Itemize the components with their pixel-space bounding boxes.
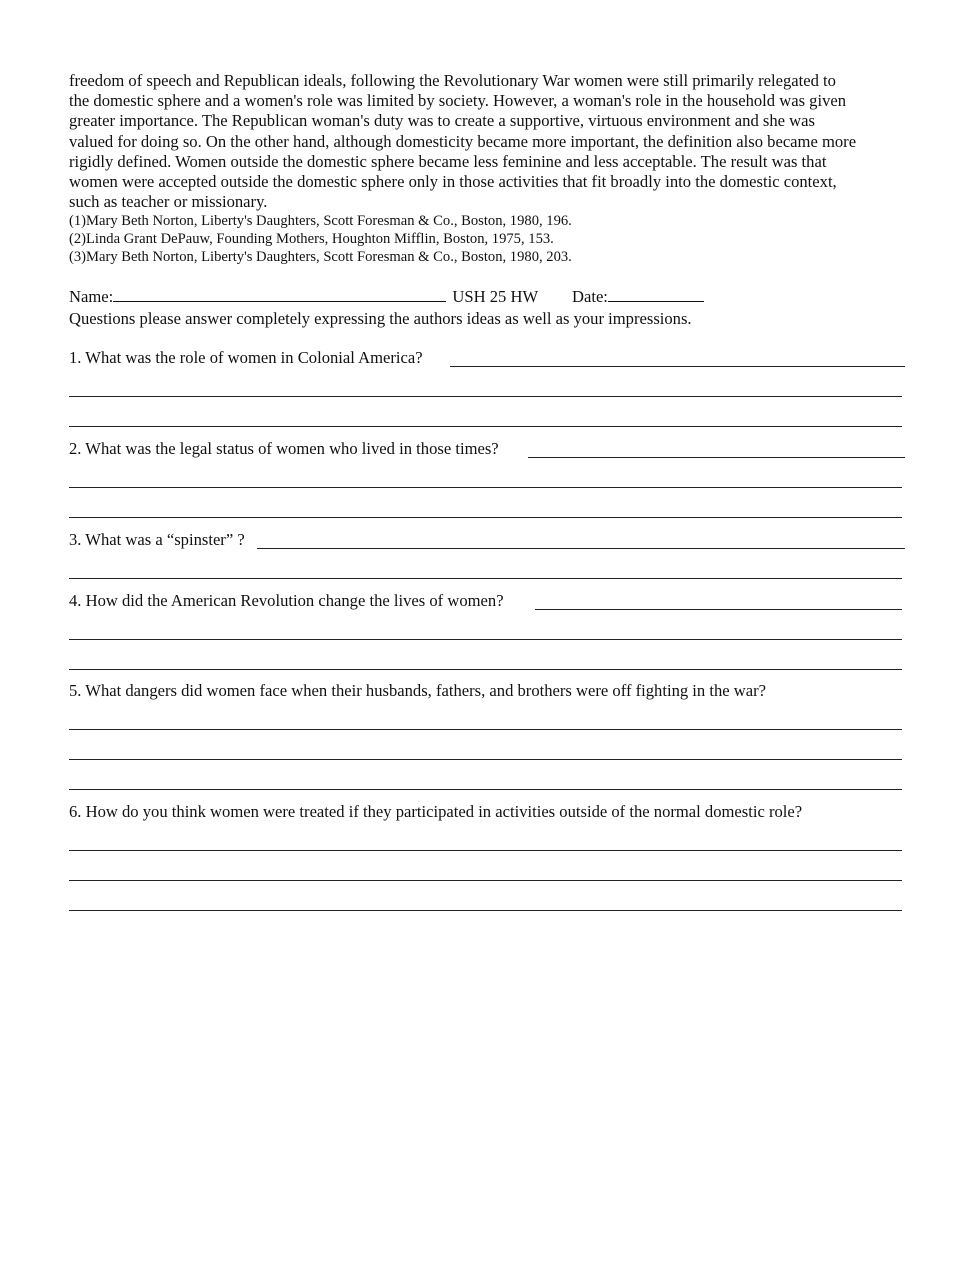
footnote: (2)Linda Grant DePauw, Founding Mothers, Houghton Mifflin, Boston, 1975, 153. xyxy=(69,231,554,247)
answer-line[interactable] xyxy=(69,487,902,488)
answer-line[interactable] xyxy=(69,729,902,730)
paragraph-line: such as teacher or missionary. xyxy=(69,192,268,212)
paragraph-line: rigidly defined. Women outside the domestic sphere became less feminine and less acceptable. The result was that xyxy=(69,151,827,171)
answer-line[interactable] xyxy=(69,669,902,670)
answer-line[interactable] xyxy=(535,609,902,610)
name-label: Name: xyxy=(69,287,114,306)
question-4: 4. How did the American Revolution change the lives of women? xyxy=(69,591,504,610)
paragraph-line: the domestic sphere and a women's role was limited by society. However, a woman's role in the household was given xyxy=(69,91,847,111)
date-label: Date: xyxy=(571,287,608,306)
paragraph-line: greater importance. The Republican woman's duty was to create a supportive, virtuous environment and she was xyxy=(69,111,815,131)
paragraph-line: freedom of speech and Republican ideals, following the Revolutionary War women were still primarily relegated to xyxy=(69,71,836,90)
name-field[interactable] xyxy=(113,287,446,302)
intro-paragraph xyxy=(69,71,909,212)
answer-line[interactable] xyxy=(257,548,905,549)
answer-line[interactable] xyxy=(69,578,902,579)
question-1: 1. What was the role of women in Colonial America? xyxy=(69,348,423,367)
answer-line[interactable] xyxy=(69,426,902,427)
answer-line[interactable] xyxy=(69,517,902,518)
answer-line[interactable] xyxy=(450,366,905,367)
question-5: 5. What dangers did women face when their husbands, fathers, and brothers were off fighting in the war? xyxy=(69,681,767,700)
footnote: (1)Mary Beth Norton, Liberty's Daughters, Scott Foresman & Co., Boston, 1980, 196. xyxy=(69,213,572,229)
answer-line[interactable] xyxy=(528,457,905,458)
instructions: Questions please answer completely expressing the authors ideas as well as your impressions. xyxy=(69,309,692,328)
answer-line[interactable] xyxy=(69,759,902,760)
answer-line[interactable] xyxy=(69,789,902,790)
answer-line[interactable] xyxy=(69,850,902,851)
date-field[interactable] xyxy=(608,287,704,302)
course-code: USH 25 HW xyxy=(452,287,538,306)
answer-line[interactable] xyxy=(69,396,902,397)
answer-line[interactable] xyxy=(69,910,902,911)
answer-line[interactable] xyxy=(69,880,902,881)
header-row xyxy=(69,287,704,307)
question-2: 2. What was the legal status of women who lived in those times? xyxy=(69,439,499,458)
paragraph-line: women were accepted outside the domestic sphere only in those activities that fit broadly into the domestic context, xyxy=(69,172,837,192)
paragraph-line: valued for doing so. On the other hand, although domesticity became more important, the definition also became more xyxy=(69,131,857,151)
answer-line[interactable] xyxy=(69,639,902,640)
footnotes xyxy=(69,212,572,266)
question-6: 6. How do you think women were treated if they participated in activities outside of the normal domestic role? xyxy=(69,802,803,821)
footnote: (3)Mary Beth Norton, Liberty's Daughters, Scott Foresman & Co., Boston, 1980, 203. xyxy=(69,249,572,265)
question-3: 3. What was a “spinster” ? xyxy=(69,530,245,549)
